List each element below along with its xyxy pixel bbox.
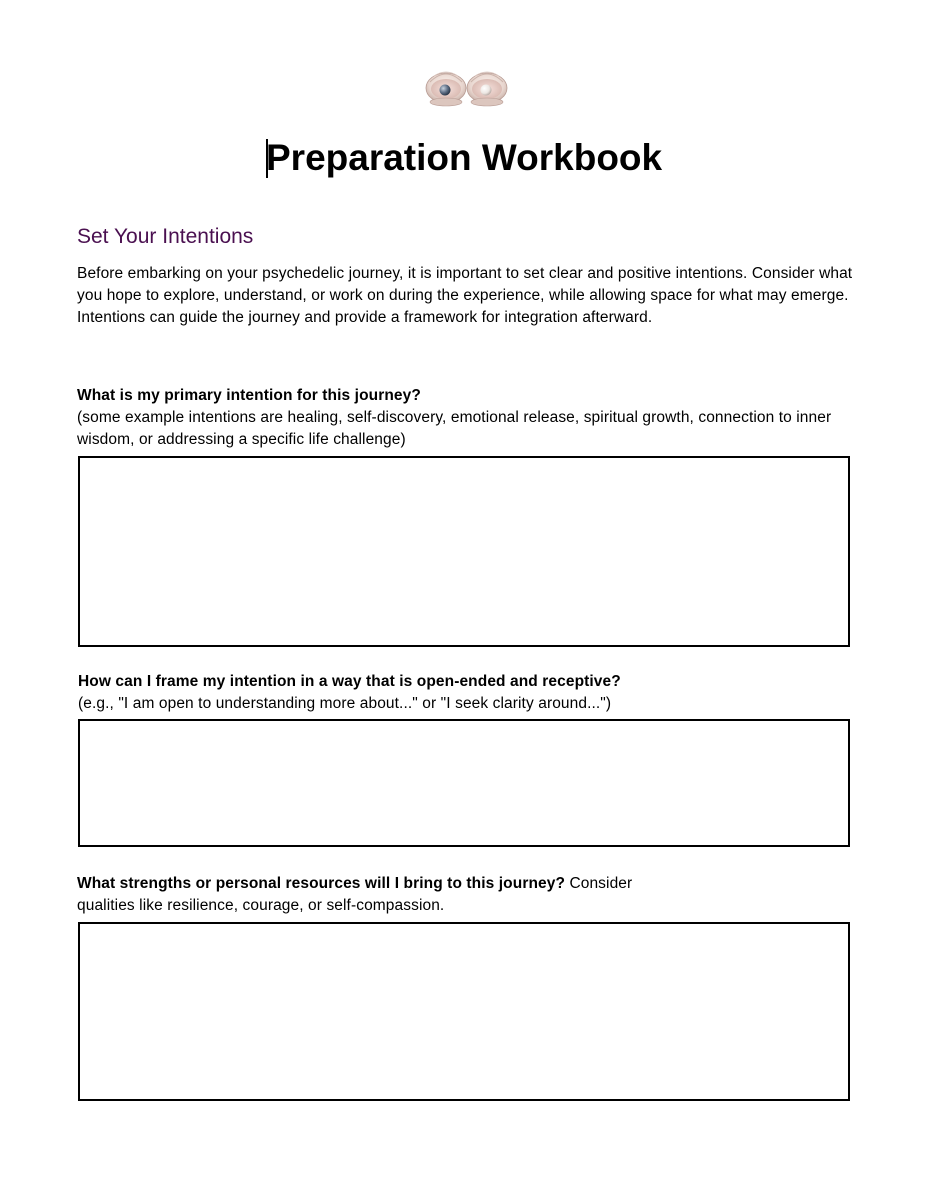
- question-3: [77, 873, 687, 917]
- question-3-text: What strengths or personal resources will I bring to this journey?: [77, 875, 566, 892]
- question-2: [78, 671, 868, 715]
- question-2-text: How can I frame my intention in a way that is open-ended and receptive?: [78, 673, 621, 690]
- question-3-hint: Consider qualities like resilience, courage, or self-compassion.: [77, 875, 633, 914]
- page-title: Preparation Workbook: [266, 137, 663, 178]
- question-1-hint: (some example intentions are healing, self-discovery, emotional release, spiritual growth, connection to inner wisdom, or addressing a specific life challenge): [77, 409, 832, 448]
- answer-box-1[interactable]: [78, 456, 850, 647]
- question-1: [77, 385, 867, 451]
- section-heading: Set Your Intentions: [77, 225, 254, 248]
- answer-box-3[interactable]: [78, 922, 850, 1101]
- pearl-oyster-shells-icon: [424, 62, 510, 108]
- right-shell: [467, 72, 507, 106]
- question-1-text: What is my primary intention for this journey?: [77, 387, 421, 404]
- section-intro: Before embarking on your psychedelic journey, it is important to set clear and positive intentions. Consider what you hope to explore, understand, or work on during the experience, while allowing space for what may emerge. Intentions can guide the journey and provide a framework for integration afterward.: [77, 265, 853, 326]
- question-2-hint: (e.g., "I am open to understanding more about..." or "I seek clarity around..."): [78, 695, 612, 712]
- answer-box-2[interactable]: [78, 719, 850, 847]
- left-shell: [426, 72, 466, 106]
